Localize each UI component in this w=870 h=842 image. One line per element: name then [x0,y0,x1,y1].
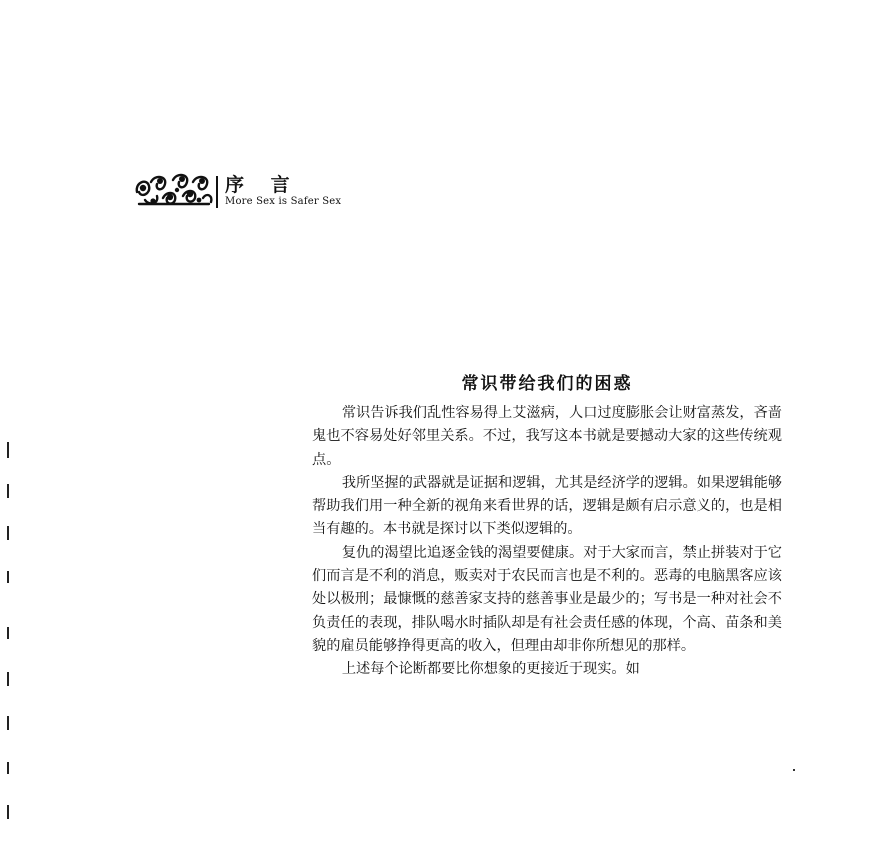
paragraph: 我所坚握的武器就是证据和逻辑，尤其是经济学的逻辑。如果逻辑能够帮助我们用一种全新的视角来看世界的话，逻辑是颇有启示意义的，也是相当有趣的。本书就是探讨以下类似逻辑的。 [312,474,782,538]
chapter-subtitle: More Sex is Safer Sex [225,196,342,207]
margin-tick [7,805,9,819]
paragraph: 常识告诉我们乱性容易得上艾滋病，人口过度膨胀会让财富蒸发，吝啬鬼也不容易处好邻里关系。不过，我写这本书就是要撼动大家的这些传统观点。 [312,405,782,468]
chapter-title: 序 言 [225,174,300,196]
paragraph: 上述每个论断都要比你想象的更接近于现实。如 [341,661,640,678]
header-divider [216,176,218,208]
margin-tick [7,672,9,686]
margin-tick [7,716,9,730]
margin-tick [7,442,9,458]
margin-tick [7,762,9,774]
paragraph: 复仇的渴望比追逐金钱的渴望要健康。对于大家而言，禁止拼装对于它们而言是不利的消息，贩卖对于农民而言也是不利的。恶毒的电脑黑客应该处以极刑；最慷慨的慈善家支持的慈善事业是最少的；写书是一种对社会不负责任的表现，排队喝水时插队却是有社会责任感的体现，个高、苗条和美貌的雇员能够挣得更高的收入，但理由却非你所想见的那样。 [312,544,782,654]
margin-tick [7,627,9,639]
section-heading: 常识带给我们的困惑 [461,374,633,394]
margin-tick [7,484,9,498]
margin-tick [7,526,9,540]
margin-dot [793,769,795,771]
margin-tick [7,571,9,583]
body-text [312,402,782,682]
floral-ornament-icon [133,170,215,210]
